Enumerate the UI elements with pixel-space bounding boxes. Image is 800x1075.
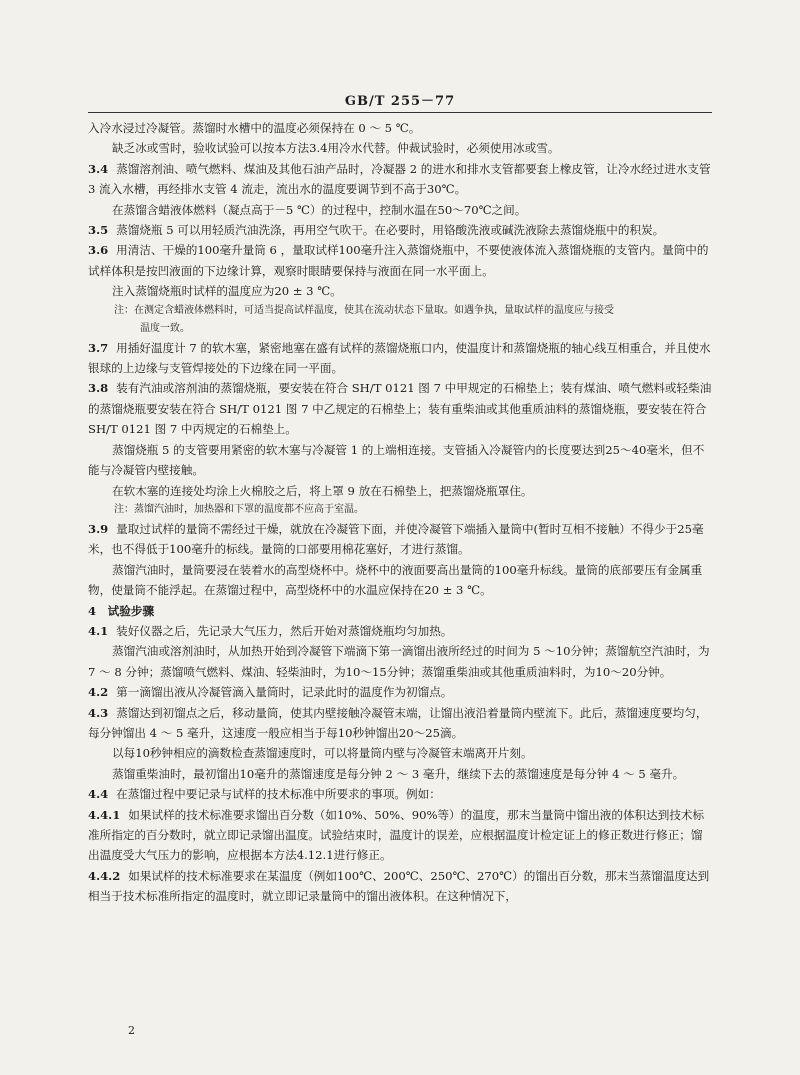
clause-text: 蒸馏溶剂油、喷气燃料、煤油及其他石油产品时，冷凝器 2 的进水和排水支管都要套上橡皮管，让冷水经过进水支管 3 流入水槽，再经排水支管 4 流走，流出水的温度要调节到不高于30℃。: [88, 161, 711, 197]
clause-number: 3.7: [88, 340, 109, 355]
clause-text: 如果试样的技术标准要求在某温度（例如100℃、200℃、250℃、270℃）的馏出百分数，那末当蒸馏温度达到相当于技术标准所指定的温度时，就立即记录量筒中的馏出液体积。在这种情况下，: [88, 868, 710, 904]
page-number: 2: [128, 1024, 135, 1037]
clause-text: 装有汽油或溶剂油的蒸馏烧瓶，要安装在符合 SH/T 0121 图 7 中甲规定的石棉垫上；装有煤油、喷气燃料或轻柴油的蒸馏烧瓶要安装在符合 SH/T 0121 图 7 中乙规定的石棉垫上；装有重柴油或其他重质油料的蒸馏烧瓶，要安装在符合 SH/T 0121 图 7 中丙规定的石棉垫上。: [88, 381, 712, 437]
paragraph: 注入蒸馏烧瓶时试样的温度应为20 ± 3 ℃。: [112, 284, 342, 299]
clause-text: 装好仪器之后，先记录大气压力，然后开始对蒸馏烧瓶均匀加热。: [116, 623, 453, 638]
clause-text: 在蒸馏过程中要记录与试样的技术标准中所要求的事项。例如：: [116, 787, 441, 802]
clause-4-3: [88, 703, 712, 744]
paragraph: 蒸馏重柴油时，最初馏出10毫升的蒸馏速度是每分钟 2 ～ 3 毫升，继续下去的蒸馏速度是每分钟 4 ～ 5 毫升。: [112, 766, 685, 781]
standard-code-header: GB/T 255－77: [344, 94, 456, 109]
paragraph: 蒸馏汽油时，量筒要浸在装着水的高型烧杯中。烧杯中的液面要高出量筒的100毫升标线。量筒的底部要压有金属重物，使量筒不能浮起。在蒸馏过程中，高型烧杯中的水温应保持在20 ± 3 ℃。: [88, 562, 703, 598]
note-continued: 温度一致。: [140, 322, 190, 334]
clause-text: 量取过试样的量筒不需经过干燥，就放在冷凝管下面，并使冷凝管下端插入量筒中(暂时互相不接触）不得少于25毫米，也不得低于100毫升的标线。量筒的口部要用棉花塞好，才进行蒸馏。: [88, 521, 704, 557]
note: 注：在测定含蜡液体燃料时，可适当提高试样温度，使其在流动状态下量取。如遇争执，量取试样的温度应与接受: [114, 304, 614, 316]
clause-text: 第一滴馏出液从冷凝管滴入量筒时，记录此时的温度作为初馏点。: [116, 685, 453, 700]
clause-3-5: [88, 220, 712, 240]
clause-text: 如果试样的技术标准要求馏出百分数（如10%、50%、90%等）的温度，那末当量筒中馏出液的体积达到技术标准所指定的百分数时，就立即记录馏出温度。试验结束时，温度计的误差，应根据温度计检定证上的修正数进行修正；馏出温度受大气压力的影响，应根据本方法4.12.1进行修正。: [88, 807, 705, 863]
paragraph: 以每10秒钟相应的滴数检查蒸馏速度时，可以将量筒内壁与冷凝管末端离开片刻。: [112, 746, 533, 761]
paragraph: 蒸馏汽油或溶剂油时，从加热开始到冷凝管下端滴下第一滴馏出液所经过的时间为 5 ～10分钟；蒸馏航空汽油时，为 7 ～ 8 分钟；蒸馏喷气燃料、煤油、轻柴油时，为10～15分钟；蒸馏重柴油或其他重质油料时，为10～20分钟。: [88, 644, 710, 679]
clause-4-4-1: [88, 805, 712, 866]
clause-number: 3.9: [88, 521, 109, 536]
clause-number: 3.6: [88, 243, 109, 258]
clause-text: 用清洁、干燥的100毫升量筒 6 ，量取试样100毫升注入蒸馏烧瓶中，不要使液体流入蒸馏烧瓶的支管内。量筒中的试样体积是按凹液面的下边缘计算，观察时眼睛要保持与液面在同一水平面上。: [88, 243, 709, 278]
clause-3-7: [88, 338, 712, 379]
paragraph: 在软木塞的连接处均涂上火棉胶之后，将上罩 9 放在石棉垫上，把蒸馏烧瓶罩住。: [112, 483, 533, 498]
clause-number: 3.4: [88, 161, 109, 176]
clause-3-9: [88, 519, 712, 560]
clause-number: 4.4.1: [88, 807, 121, 822]
header-rule: [88, 112, 712, 113]
clause-3-4: [88, 159, 712, 200]
clause-number: 3.5: [88, 223, 109, 238]
document-body: [88, 118, 712, 907]
paragraph: 缺乏冰或雪时，验收试验可以按本方法3.4用冷水代替。仲裁试验时，必须使用冰或雪。: [112, 141, 560, 156]
note: 注：蒸馏汽油时，加热器和下罩的温度都不应高于室温。: [114, 503, 364, 515]
clause-number: 4.4: [88, 787, 109, 802]
clause-number: 4.2: [88, 685, 109, 700]
clause-number: 4.1: [88, 623, 109, 638]
paragraph: 在蒸馏含蜡液体燃料（凝点高于－5 ℃）的过程中，控制水温在50～70℃之间。: [112, 202, 527, 217]
clause-text: 蒸馏烧瓶 5 可以用轻质汽油洗涤，再用空气吹干。在必要时，用铬酸洗液或碱洗液除去蒸馏烧瓶中的积炭。: [116, 223, 665, 238]
clause-text: 用插好温度计 7 的软木塞，紧密地塞在盛有试样的蒸馏烧瓶口内，使温度计和蒸馏烧瓶的轴心线互相重合，并且使水银球的上边缘与支管焊接处的下边缘在同一平面。: [88, 340, 711, 376]
clause-text: 蒸馏达到初馏点之后，移动量筒，使其内壁接触冷凝管末端，让馏出液沿着量筒内壁流下。此后，蒸馏速度要均匀，每分钟馏出 4 ～ 5 毫升，这速度一般应相当于每10秒钟馏出20～25滴。: [88, 705, 708, 740]
paragraph: 蒸馏烧瓶 5 的支管要用紧密的软木塞与冷凝管 1 的上端相连接。支管插入冷凝管内的长度要达到25～40毫米，但不能与冷凝管内壁接触。: [88, 442, 705, 478]
clause-number: 3.8: [88, 381, 109, 396]
clause-3-6: [88, 240, 712, 281]
clause-number: 4.3: [88, 705, 109, 720]
clause-4-1: [88, 621, 712, 641]
section-heading: 4 试验步骤: [88, 603, 155, 618]
clause-3-8: [88, 378, 712, 439]
clause-4-4-2: [88, 866, 712, 907]
clause-4-4: [88, 784, 712, 804]
clause-number: 4.4.2: [88, 868, 121, 883]
paragraph: 入冷水浸过冷凝管。蒸馏时水槽中的温度必须保持在 0 ～ 5 ℃。: [88, 121, 421, 135]
clause-4-2: [88, 682, 712, 702]
